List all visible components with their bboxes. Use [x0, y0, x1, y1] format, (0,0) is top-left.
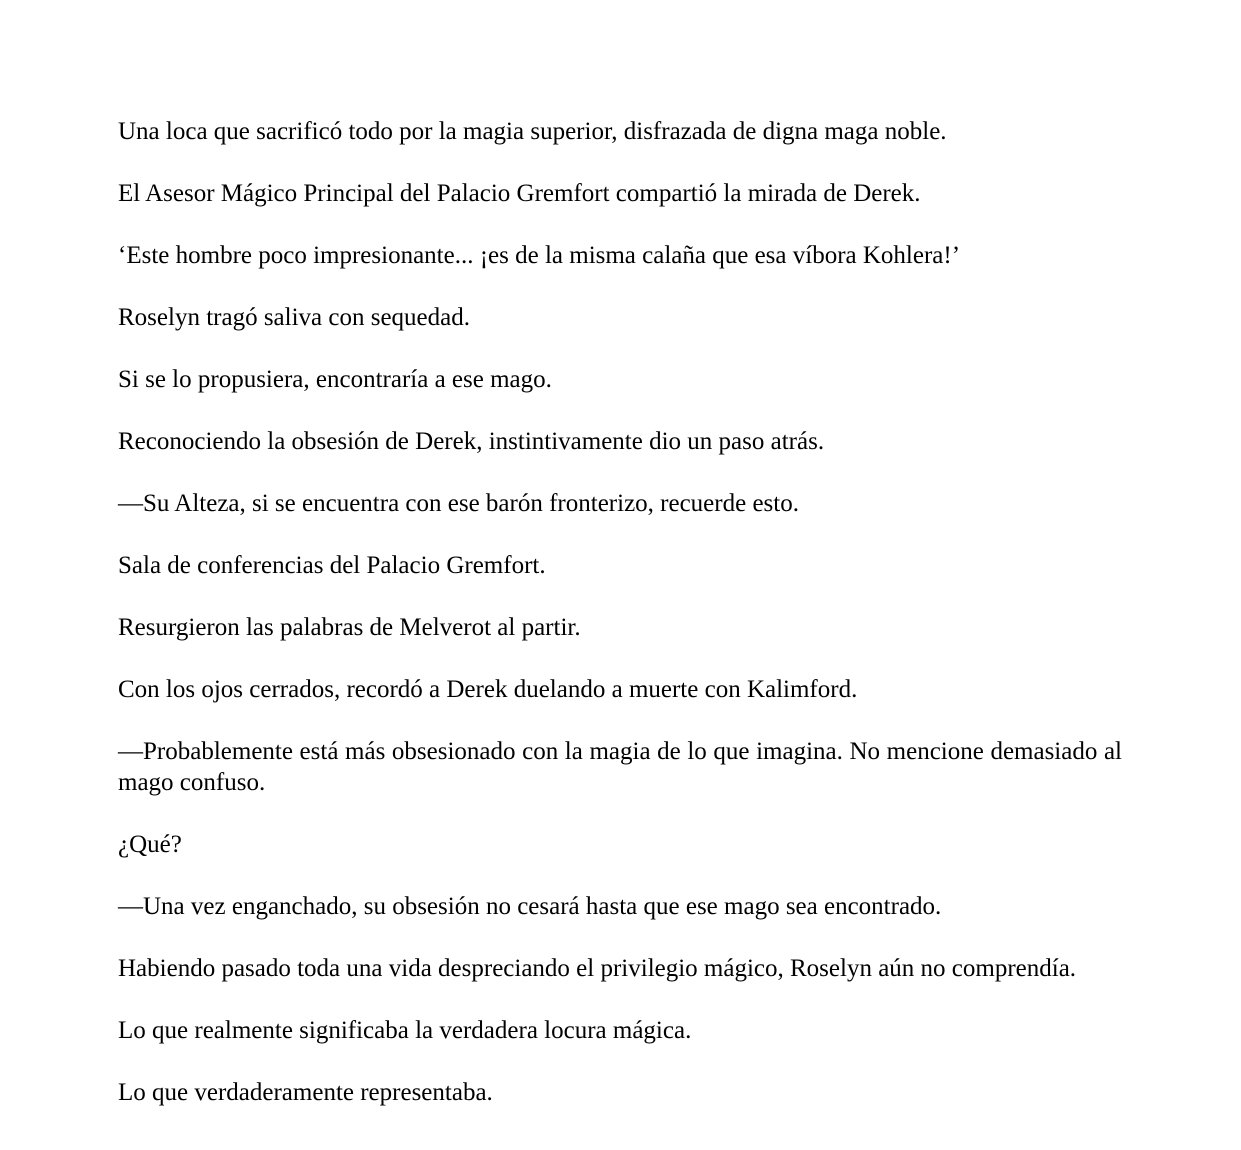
paragraph: —Probablemente está más obsesionado con la magia de lo que imagina. No mencione demasiado al mago confuso.	[118, 738, 1122, 796]
paragraph: ‘Este hombre poco impresionante... ¡es de la misma calaña que esa víbora Kohlera!’	[118, 242, 961, 269]
paragraph: Habiendo pasado toda una vida despreciando el privilegio mágico, Roselyn aún no comprendía.	[118, 955, 1077, 982]
paragraph: Roselyn tragó saliva con sequedad.	[118, 304, 470, 331]
paragraph: Reconociendo la obsesión de Derek, instintivamente dio un paso atrás.	[118, 428, 825, 455]
paragraph: Con los ojos cerrados, recordó a Derek duelando a muerte con Kalimford.	[118, 676, 858, 703]
paragraph: Si se lo propusiera, encontraría a ese mago.	[118, 366, 552, 393]
paragraph: Sala de conferencias del Palacio Gremfort.	[118, 552, 546, 579]
paragraph: Lo que realmente significaba la verdadera locura mágica.	[118, 1017, 692, 1044]
paragraph: Una loca que sacrificó todo por la magia superior, disfrazada de digna maga noble.	[118, 118, 947, 145]
paragraph: ¿Qué?	[118, 831, 182, 858]
paragraph: —Su Alteza, si se encuentra con ese barón fronterizo, recuerde esto.	[118, 490, 799, 517]
document-page	[118, 116, 1122, 1108]
paragraph: Lo que verdaderamente representaba.	[118, 1079, 493, 1106]
paragraph: Resurgieron las palabras de Melverot al partir.	[118, 614, 581, 641]
paragraph: —Una vez enganchado, su obsesión no cesará hasta que ese mago sea encontrado.	[118, 893, 942, 920]
paragraph: El Asesor Mágico Principal del Palacio Gremfort compartió la mirada de Derek.	[118, 180, 921, 207]
